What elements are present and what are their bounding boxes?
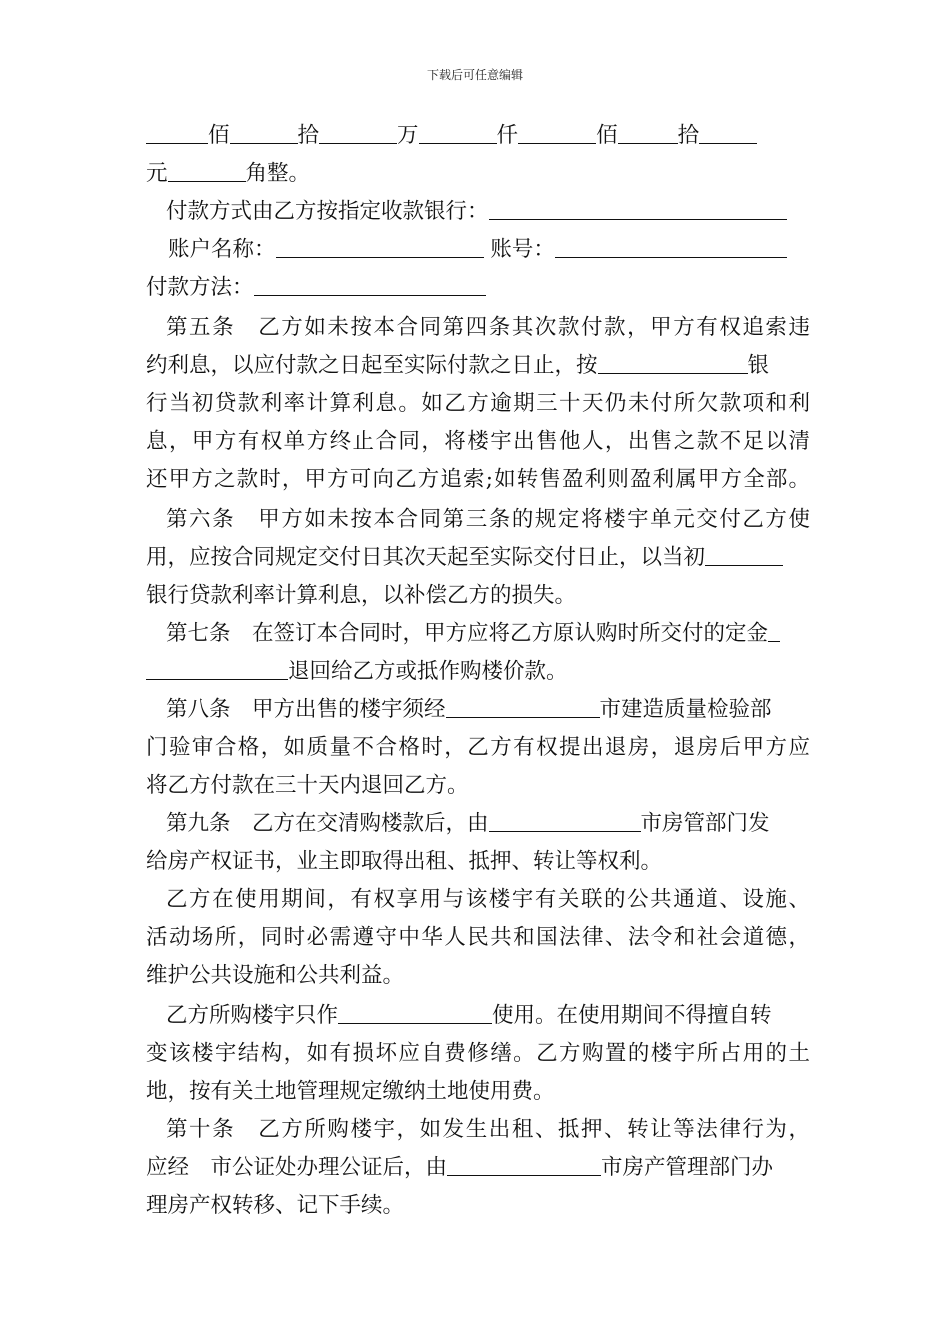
article-9-line: 给房产权证书，业主即取得出租、抵押、转让等权利。 xyxy=(146,849,663,874)
article-10: 第十条 乙方所购楼宇，如发生出租、抵押、转让等法律行为， xyxy=(166,1117,810,1142)
text: 第七条 在签订本合同时，甲方应将乙方原认购时所交付的定金 xyxy=(166,621,769,646)
usage-paragraph-line: 活动场所，同时必需遵守中华人民共和国法律、法令和社会道德， xyxy=(146,925,810,950)
article-6-line: 银行贷款利率计算利息，以补偿乙方的损失。 xyxy=(146,583,577,608)
text: 应经 市公证处办理公证后，由 xyxy=(146,1155,448,1180)
bank-name-field[interactable] xyxy=(705,545,783,566)
blank-field[interactable] xyxy=(419,123,497,144)
text: 市建造质量检验部 xyxy=(599,697,772,722)
blank-field[interactable] xyxy=(618,123,678,144)
text: 市房产管理部门办 xyxy=(601,1155,774,1180)
usage-paragraph: 乙方在使用期间，有权享用与该楼宇有关联的公共通道、设施、 xyxy=(166,887,810,912)
article-8-line: 将乙方付款在三十天内退回乙方。 xyxy=(146,773,469,798)
unit-label: 元 xyxy=(146,161,168,186)
article-10-line xyxy=(146,1154,810,1182)
article-9 xyxy=(166,810,830,838)
payment-method-line xyxy=(146,274,810,302)
text: 用，应按合同规定交付日其次天起至实际交付日止，以当初 xyxy=(146,545,706,570)
article-7-line xyxy=(146,658,810,686)
unit-label: 佰 xyxy=(208,123,230,148)
article-8-line: 门验审合格，如质量不合格时，乙方有权提出退房，退房后甲方应 xyxy=(146,735,810,760)
blank-field[interactable] xyxy=(230,123,298,144)
usage-purpose-line: 变该楼宇结构，如有损坏应自费修缮。乙方购置的楼宇所占用的土 xyxy=(146,1041,810,1066)
unit-label: 仟 xyxy=(496,123,519,148)
unit-label: 佰 xyxy=(596,123,618,148)
text: 使用。在使用期间不得擅自转 xyxy=(492,1003,772,1028)
text: 第九条 乙方在交清购楼款后，由 xyxy=(166,811,489,836)
text: 付款方法： xyxy=(146,275,254,300)
text: 账户名称： xyxy=(168,237,276,262)
article-7 xyxy=(166,620,830,648)
unit-label: 拾 xyxy=(297,123,320,148)
amount-words-line-1 xyxy=(146,122,810,150)
blank-field[interactable] xyxy=(699,123,757,144)
text: 银 xyxy=(747,353,770,378)
city-field[interactable] xyxy=(489,811,641,832)
article-8 xyxy=(166,696,830,724)
payment-bank-line xyxy=(166,198,830,226)
text: 付款方式由乙方按指定收款银行： xyxy=(166,199,489,224)
amount-words-line-2 xyxy=(146,160,810,188)
blank-field[interactable] xyxy=(168,161,246,182)
text: 约利息，以应付款之日起至实际付款之日止，按 xyxy=(146,353,598,378)
article-5-line: 还甲方之款时，甲方可向乙方追索;如转售盈利则盈利属甲方全部。 xyxy=(146,467,810,492)
article-5: 第五条 乙方如未按本合同第四条其次款付款，甲方有权追索违 xyxy=(166,315,810,340)
city-field[interactable] xyxy=(446,697,600,718)
deposit-field[interactable] xyxy=(146,659,288,680)
article-5-line: 息，甲方有权单方终止合同，将楼宇出售他人，出售之款不足以清 xyxy=(146,429,810,454)
city-field[interactable] xyxy=(447,1155,601,1176)
bank-field[interactable] xyxy=(489,199,787,220)
page-header: 下载后可任意编辑 xyxy=(426,68,523,82)
article-6: 第六条 甲方如未按本合同第三条的规定将楼宇单元交付乙方使 xyxy=(166,507,810,532)
text: 账号： xyxy=(490,237,555,262)
usage-purpose-line: 地，按有关土地管理规定缴纳土地使用费。 xyxy=(146,1079,555,1104)
text: 市房管部门发 xyxy=(640,811,770,836)
article-10-line: 理房产权转移、记下手续。 xyxy=(146,1193,405,1218)
deposit-field[interactable] xyxy=(768,621,780,642)
usage-field[interactable] xyxy=(338,1003,492,1024)
article-5-line xyxy=(146,352,810,380)
text: 乙方所购楼宇只作 xyxy=(166,1003,339,1028)
text: 退回给乙方或抵作购楼价款。 xyxy=(288,659,568,684)
blank-field[interactable] xyxy=(146,123,208,144)
text: 第八条 甲方出售的楼宇须经 xyxy=(166,697,446,722)
account-line xyxy=(168,236,832,264)
unit-label: 拾 xyxy=(677,123,700,148)
payment-method-field[interactable] xyxy=(254,275,486,296)
usage-purpose-paragraph xyxy=(166,1002,830,1030)
blank-field[interactable] xyxy=(319,123,397,144)
blank-field[interactable] xyxy=(518,123,596,144)
usage-paragraph-line: 维护公共设施和公共利益。 xyxy=(146,963,405,988)
unit-label: 角整。 xyxy=(245,161,311,186)
bank-name-field[interactable] xyxy=(598,353,748,374)
article-5-line: 行当初贷款利率计算利息。如乙方逾期三十天仍未付所欠款项和利 xyxy=(146,391,810,416)
unit-label: 万 xyxy=(397,123,419,148)
account-number-field[interactable] xyxy=(555,237,787,258)
account-name-field[interactable] xyxy=(276,237,484,258)
article-6-line xyxy=(146,544,810,572)
